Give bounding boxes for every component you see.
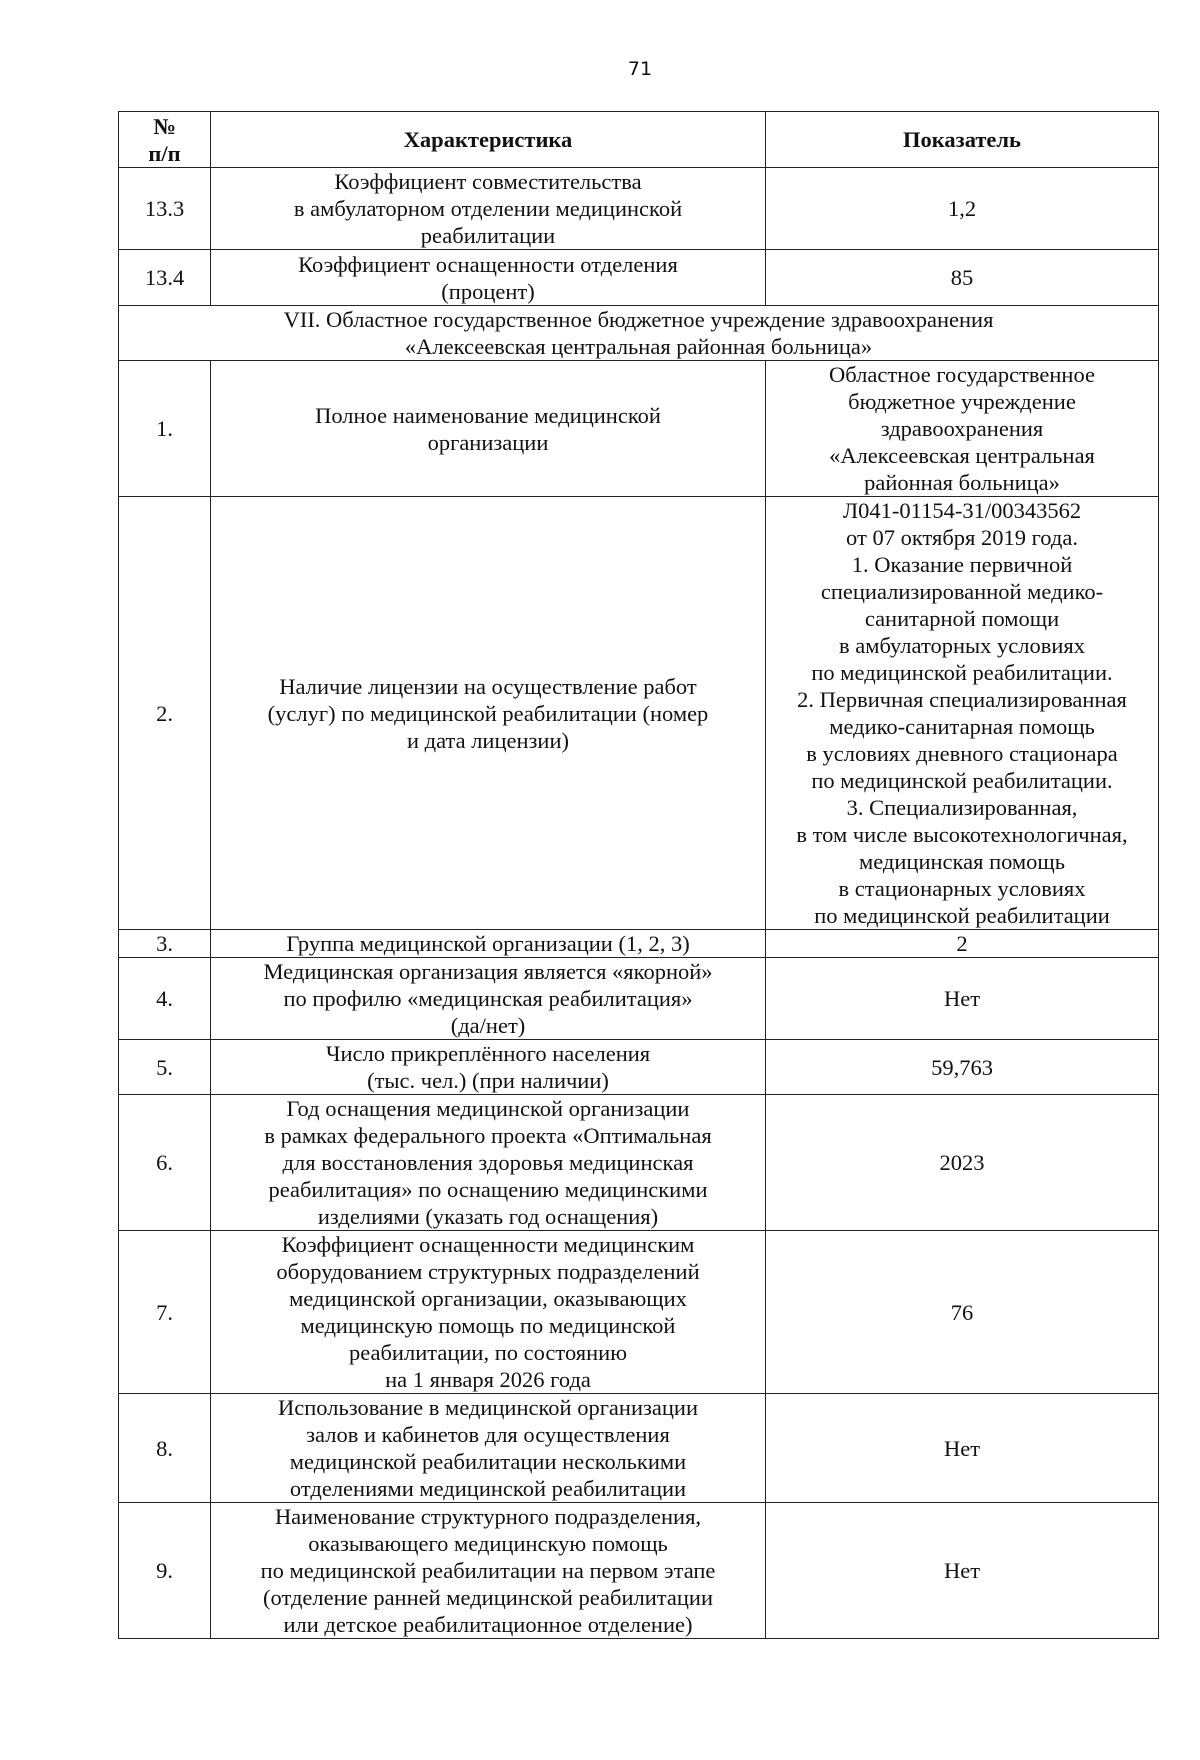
row-value: 2	[766, 930, 1159, 958]
table-row	[119, 250, 1159, 306]
row-value: 85	[766, 250, 1159, 306]
row-num: 2.	[119, 497, 211, 930]
row-characteristic: Год оснащения медицинской организации в рамках федерального проекта «Оптимальная для восстановления здоровья медицинская реабилитация» по оснащению медицинскими изделиями (указать год оснащения)	[211, 1095, 766, 1231]
row-value: 1,2	[766, 168, 1159, 250]
document-table	[118, 111, 1159, 1639]
row-num: 4.	[119, 958, 211, 1040]
table-row	[119, 361, 1159, 497]
table-row	[119, 1503, 1159, 1639]
row-value: Нет	[766, 1503, 1159, 1639]
row-num: 7.	[119, 1231, 211, 1394]
row-characteristic: Полное наименование медицинской организации	[211, 361, 766, 497]
row-characteristic: Использование в медицинской организации залов и кабинетов для осуществления медицинской реабилитации несколькими отделениями медицинской реабилитации	[211, 1394, 766, 1503]
row-num: 13.3	[119, 168, 211, 250]
header-num: № п/п	[119, 112, 211, 168]
header-row	[119, 112, 1159, 168]
row-value: Л041-01154-31/00343562 от 07 октября 2019 года. 1. Оказание первичной специализированной медико- санитарной помощи в амбулаторных условиях по медицинской реабилитации. 2. Первичная специализированная медико-санитарная помощь в условиях дневного стационара по медицинской реабилитации. 3. Специализированная, в том числе высокотехнологичная, медицинская помощь в стационарных условиях по медицинской реабилитации	[766, 497, 1159, 930]
row-num: 9.	[119, 1503, 211, 1639]
table-row	[119, 1040, 1159, 1095]
section-row	[119, 306, 1159, 361]
row-characteristic: Группа медицинской организации (1, 2, 3)	[211, 930, 766, 958]
row-characteristic: Наличие лицензии на осуществление работ (услуг) по медицинской реабилитации (номер и дата лицензии)	[211, 497, 766, 930]
row-value: 76	[766, 1231, 1159, 1394]
row-characteristic: Коэффициент оснащенности медицинским оборудованием структурных подразделений медицинской организации, оказывающих медицинскую помощь по медицинской реабилитации, по состоянию на 1 января 2026 года	[211, 1231, 766, 1394]
table-row	[119, 930, 1159, 958]
table-row	[119, 168, 1159, 250]
row-value: 2023	[766, 1095, 1159, 1231]
row-characteristic: Наименование структурного подразделения, оказывающего медицинскую помощь по медицинской реабилитации на первом этапе (отделение ранней медицинской реабилитации или детское реабилитационное отделение)	[211, 1503, 766, 1639]
row-num: 8.	[119, 1394, 211, 1503]
header-value: Показатель	[766, 112, 1159, 168]
row-characteristic: Медицинская организация является «якорной» по профилю «медицинская реабилитация» (да/нет)	[211, 958, 766, 1040]
row-characteristic: Число прикреплённого населения (тыс. чел.) (при наличии)	[211, 1040, 766, 1095]
section-title: VII. Областное государственное бюджетное учреждение здравоохранения «Алексеевская центральная районная больница»	[119, 306, 1159, 361]
table-row	[119, 497, 1159, 930]
table-row	[119, 1095, 1159, 1231]
row-value: 59,763	[766, 1040, 1159, 1095]
row-value: Нет	[766, 1394, 1159, 1503]
table-row	[119, 1394, 1159, 1503]
row-characteristic: Коэффициент оснащенности отделения (процент)	[211, 250, 766, 306]
row-num: 1.	[119, 361, 211, 497]
table-row	[119, 1231, 1159, 1394]
row-num: 6.	[119, 1095, 211, 1231]
row-value: Областное государственное бюджетное учреждение здравоохранения «Алексеевская центральная районная больница»	[766, 361, 1159, 497]
page-number: 71	[627, 58, 653, 80]
header-characteristic: Характеристика	[211, 112, 766, 168]
table-row	[119, 958, 1159, 1040]
row-characteristic: Коэффициент совместительства в амбулаторном отделении медицинской реабилитации	[211, 168, 766, 250]
row-num: 3.	[119, 930, 211, 958]
row-num: 5.	[119, 1040, 211, 1095]
row-value: Нет	[766, 958, 1159, 1040]
row-num: 13.4	[119, 250, 211, 306]
